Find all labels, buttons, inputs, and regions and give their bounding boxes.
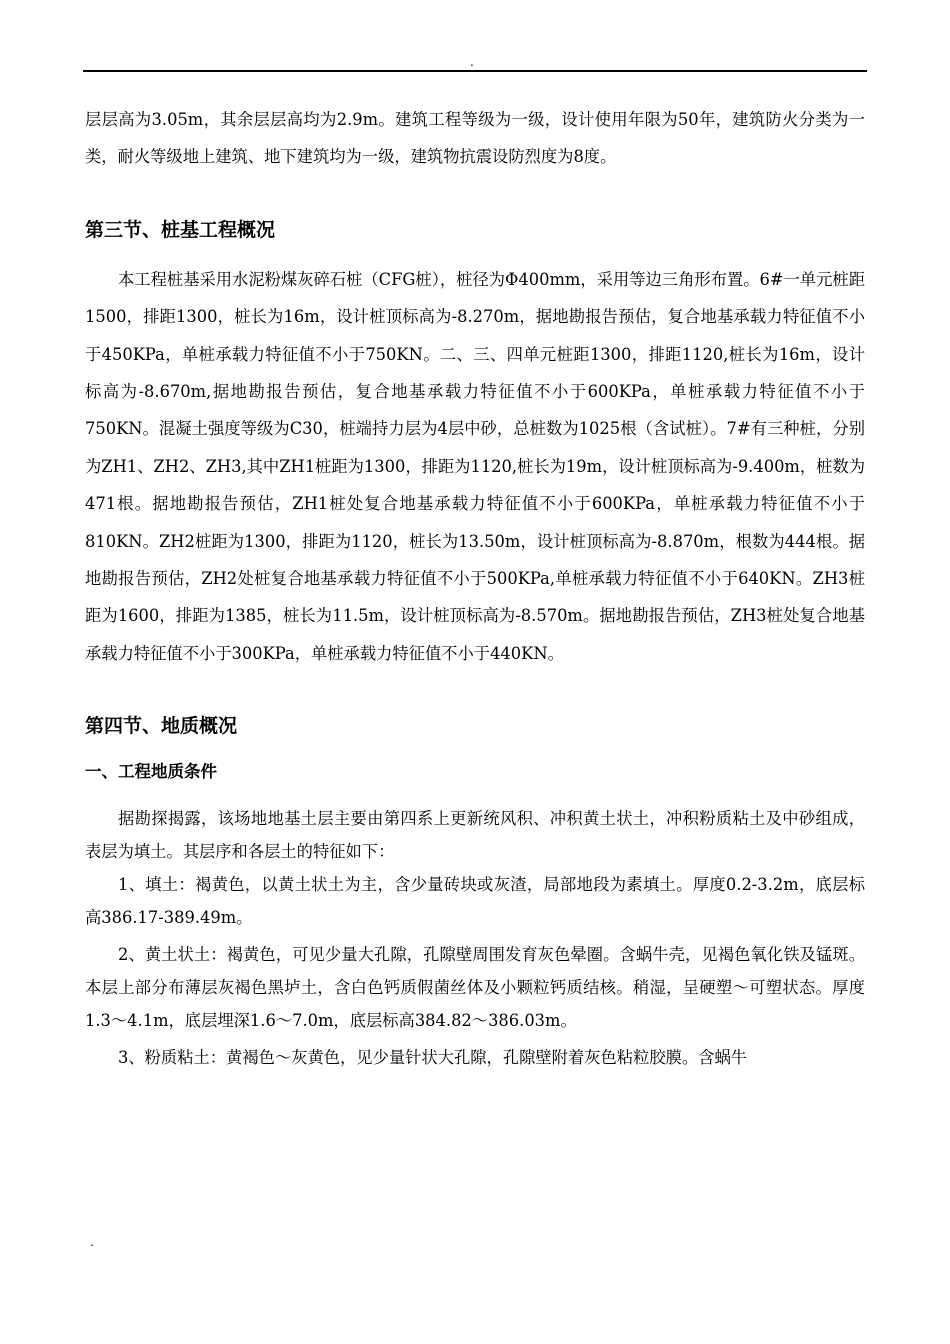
footer-mark: . — [90, 1235, 94, 1249]
geology-paragraph-2: 1、填土：褐黄色，以黄土状土为主，含少量砖块或灰渣，局部地段为素填土。厚度0.2-3.2m，底层标高386.17-389.49m。 — [85, 875, 865, 928]
intro-paragraph: 层层高为3.05m，其余层层高均为2.9m。建筑工程等级为一级，设计使用年限为50年，建筑防火分类为一类，耐火等级地上建筑、地下建筑均为一级，建筑物抗震设防烈度为8度。 — [85, 110, 865, 167]
geology-paragraph-1: 据勘探揭露，该场地地基土层主要由第四系上更新统风积、冲积黄土状土，冲积粉质粘土及中砂组成，表层为填土。其层序和各层土的特征如下： — [85, 809, 865, 862]
geology-paragraph-4: 3、粉质粘土：黄褐色～灰黄色，见少量针状大孔隙，孔隙壁附着灰色粘粒胶膜。含蜗牛 — [118, 1048, 748, 1068]
section3-heading: 第三节、桩基工程概况 — [85, 218, 276, 241]
page-body — [85, 101, 865, 1074]
section4-heading: 第四节、地质概况 — [85, 715, 238, 738]
header-mark: . — [470, 55, 474, 69]
section4-subheading: 一、工程地质条件 — [85, 762, 217, 782]
section3-paragraph: 本工程桩基采用水泥粉煤灰碎石桩（CFG桩），桩径为Φ400mm，采用等边三角形布置。6#一单元桩距1500，排距1300，桩长为16m，设计桩顶标高为-8.270m，据地勘报告预估，复合地基承载力特征值不小于450KPa，单桩承载力特征值不小于750KN。二、三、四单元桩距1300，排距1120,桩长为16m，设计标高为-8.670m,据地勘报告预估，复合地基承载力特征值不小于600KPa，单桩承载力特征值不小于750KN。混凝土强度等级为C30，桩端持力层为4层中砂，总桩数为1025根（含试桩）。7#有三种桩，分别为ZH1、ZH2、ZH3,其中ZH1桩距为1300，排距为1120,桩长为19m，设计桩顶标高为-9.400m，桩数为471根。据地勘报告预估，ZH1桩处复合地基承载力特征值不小于600KPa，单桩承载力特征值不小于810KN。ZH2桩距为1300，排距为1120，桩长为13.50m，设计桩顶标高为-8.870m，根数为444根。据地勘报告预估，ZH2处桩复合地基承载力特征值不小于500KPa,单桩承载力特征值不小于640KN。ZH3桩距为1600，排距为1385，桩长为11.5m，设计桩顶标高为-8.570m。据地勘报告预估，ZH3桩处复合地基承载力特征值不小于300KPa，单桩承载力特征值不小于440KN。 — [85, 269, 866, 663]
geology-paragraph-3: 2、黄土状土：褐黄色，可见少量大孔隙，孔隙壁周围发育灰色晕圈。含蜗牛壳，见褐色氧化铁及锰斑。本层上部分布薄层灰褐色黑垆土，含白色钙质假菌丝体及小颗粒钙质结核。稍湿，呈硬塑～可塑状态。厚度1.3～4.1m，底层埋深1.6～7.0m，底层标高384.82～386.03m。 — [85, 945, 865, 1031]
header-rule — [83, 70, 867, 72]
